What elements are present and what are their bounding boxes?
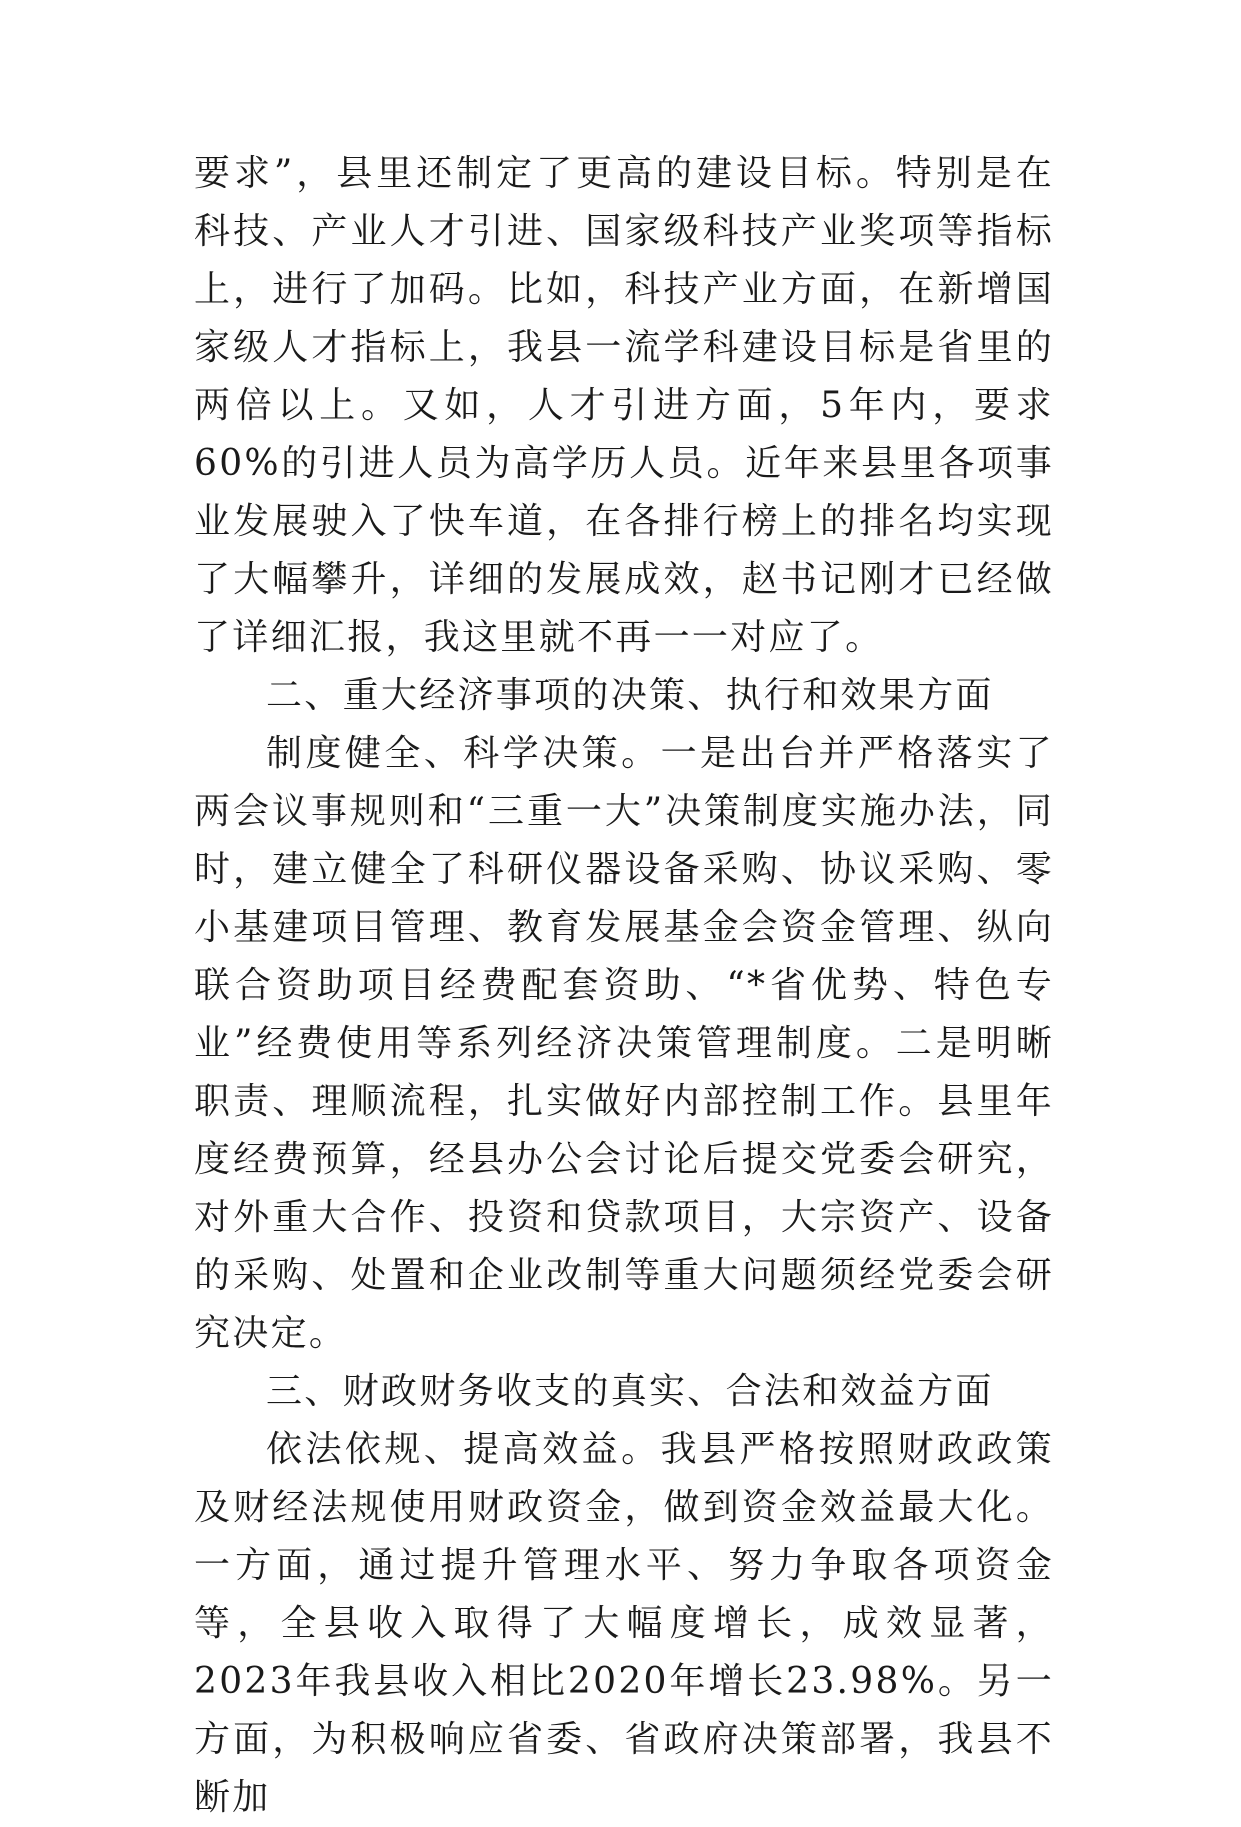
section-heading-3: 三、财政财务收支的真实、合法和效益方面 (266, 1371, 994, 1412)
section-heading-2: 二、重大经济事项的决策、执行和效果方面 (266, 675, 994, 716)
document-body (194, 145, 1054, 1827)
paragraph-finance: 依法依规、提高效益。我县严格按照财政政策及财经法规使用财政资金，做到资金效益最大化。一方面，通过提升管理水平、努力争取各项资金等，全县收入取得了大幅度增长，成效显著，2023年我县收入相比2020年增长23.98%。另一方面，为积极响应省委、省政府决策部署，我县不断加 (194, 1429, 1054, 1818)
paragraph-continuation: 要求”，县里还制定了更高的建设目标。特别是在科技、产业人才引进、国家级科技产业奖项等指标上，进行了加码。比如，科技产业方面，在新增国家级人才指标上，我县一流学科建设目标是省里的两倍以上。又如，人才引进方面，5年内，要求60%的引进人员为高学历人员。近年来县里各项事业发展驶入了快车道，在各排行榜上的排名均实现了大幅攀升，详细的发展成效，赵书记刚才已经做了详细汇报，我这里就不再一一对应了。 (194, 153, 1054, 658)
paragraph-decision-making: 制度健全、科学决策。一是出台并严格落实了两会议事规则和“三重一大”决策制度实施办法，同时，建立健全了科研仪器设备采购、协议采购、零小基建项目管理、教育发展基金会资金管理、纵向联合资助项目经费配套资助、“*省优势、特色专业”经费使用等系列经济决策管理制度。二是明晰职责、理顺流程，扎实做好内部控制工作。县里年度经费预算，经县办公会讨论后提交党委会研究，对外重大合作、投资和贷款项目，大宗资产、设备的采购、处置和企业改制等重大问题须经党委会研究决定。 (194, 733, 1054, 1354)
